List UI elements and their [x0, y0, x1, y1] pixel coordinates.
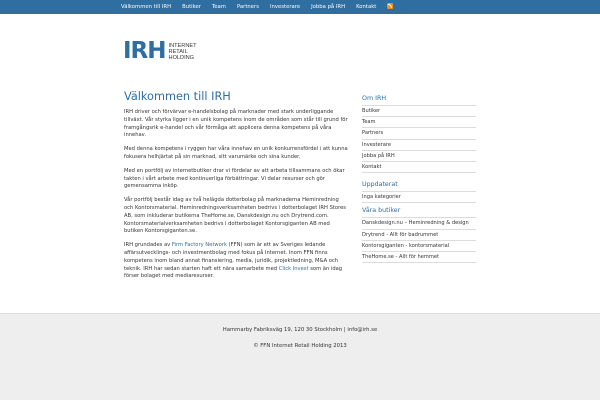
top-nav-list [121, 0, 404, 14]
sidebar [362, 95, 476, 263]
logo-line-2: RETAIL [168, 48, 188, 55]
logo-line-3: HOLDING [168, 54, 195, 61]
click-invest-link[interactable]: Click Invest [278, 265, 309, 272]
sidebar-item-kontakt[interactable]: Kontakt [362, 162, 476, 173]
footer-address: Hammarby Fabriksväg 19, 120 30 Stockholm | info@irh.se [222, 327, 378, 333]
founders-paragraph [124, 242, 349, 281]
nav-item-partners[interactable]: Partners [236, 4, 259, 10]
footer-copyright: © FFN Internet Retail Holding 2013 [253, 343, 347, 349]
nav-item-investerare[interactable]: Investerare [269, 4, 301, 10]
store-link-drytrend[interactable]: Drytrend - Allt för badrummet [362, 230, 476, 241]
founders-text-c: som än idag förser bolaget med mediaresurser. [124, 265, 343, 280]
store-link-danskdesign[interactable]: Danskdesign.nu – Heminredning & design [362, 218, 476, 229]
sidebar-heading-uppdaterat: Uppdaterat [362, 181, 398, 189]
sidebar-heading-vara-butiker: Våra butiker [362, 207, 401, 215]
sidebar-item-butiker[interactable]: Butiker [362, 106, 476, 117]
logo-mark: IRH [123, 38, 166, 64]
nav-item-kontakt[interactable]: Kontakt [356, 4, 377, 10]
founders-text-b: (FFN) som är ett av Sveriges ledande affärsutvecklings- och investmentbolag med fokus på Internet. Inom FFN finns kompetens inom bland annat finansiering, media, juridik, projektledning, M&A och teknik. IRH har sedan starten haft ett nära samarbete med [124, 242, 339, 272]
sidebar-heading-om-irh[interactable]: Om IRH [362, 95, 387, 102]
rss-icon[interactable] [387, 3, 393, 9]
sidebar-item-no-categories: Inga kategorier [362, 192, 476, 203]
sidebar-stores-list [362, 217, 476, 263]
intro-paragraph: IRH driver och förvärvar e-handelsbolag på marknader med stark underliggande tillväxt. Vår styrka ligger i en unik kompetens inom de områden som står till grund för framgångsrik e-handel och vår förmåga att applicera denna kompetens på våra innehav. [124, 109, 348, 139]
store-link-kontorsgiganten[interactable]: Kontorsgiganten - kontorsmaterial [362, 241, 476, 252]
logo-line-1: INTERNET [168, 42, 197, 49]
portfolio-paragraph: Med en portfölj av internetbutiker drar vi fördelar av att arbeta tillsammans och ökar takten i vårt arbete med kontinuerliga förbättringar. Vi delar resurser och gör gemensamma inköp. [124, 167, 345, 190]
sidebar-updated-list [362, 191, 476, 203]
store-link-thehome[interactable]: TheHome.se - Allt för hemmet [362, 252, 476, 263]
sidebar-item-partners[interactable]: Partners [362, 128, 476, 139]
top-navigation-bar [0, 0, 600, 14]
logo-wordmark [169, 43, 197, 61]
nav-item-jobba[interactable]: Jobba på IRH [311, 4, 346, 10]
nav-item-rss[interactable] [387, 3, 393, 11]
site-logo[interactable] [123, 40, 197, 63]
nav-item-butiker[interactable]: Butiker [182, 4, 201, 10]
firm-factory-network-link[interactable]: Firm Factory Network [171, 242, 227, 249]
sidebar-item-investerare[interactable]: Investerare [362, 140, 476, 151]
nav-item-team[interactable]: Team [211, 4, 226, 10]
subsidiaries-paragraph: Vår portfölj består idag av två helägda dotterbolag på marknaderna Heminredning och Kontorsmaterial. Heminredningsverksamheten bedrivs i dotterbolaget IRH Stores AB, som inkluderar butikerna TheHome.se, Danskdesign.nu och Drytrend.com. Kontorsmaterialverksamheten bedrivs i dotterbolaget Kontorsgiganten AB med butiken Kontorsgiganten.se. [124, 197, 346, 235]
sidebar-item-team[interactable]: Team [362, 117, 476, 128]
page-title: Välkommen till IRH [124, 90, 231, 103]
site-footer [0, 313, 600, 400]
main-content [124, 90, 349, 287]
competence-paragraph: Med denna kompetens i ryggen har våra innehav en unik konkurrensfördel i att kunna fokusera helhjärtat på sin marknad, sitt varumärke och sina kunder. [124, 146, 348, 160]
sidebar-om-list [362, 105, 476, 173]
sidebar-item-jobba[interactable]: Jobba på IRH [362, 151, 476, 162]
nav-item-home[interactable]: Välkommen till IRH [121, 4, 172, 10]
founders-text-a: IRH grundades av [124, 242, 172, 249]
